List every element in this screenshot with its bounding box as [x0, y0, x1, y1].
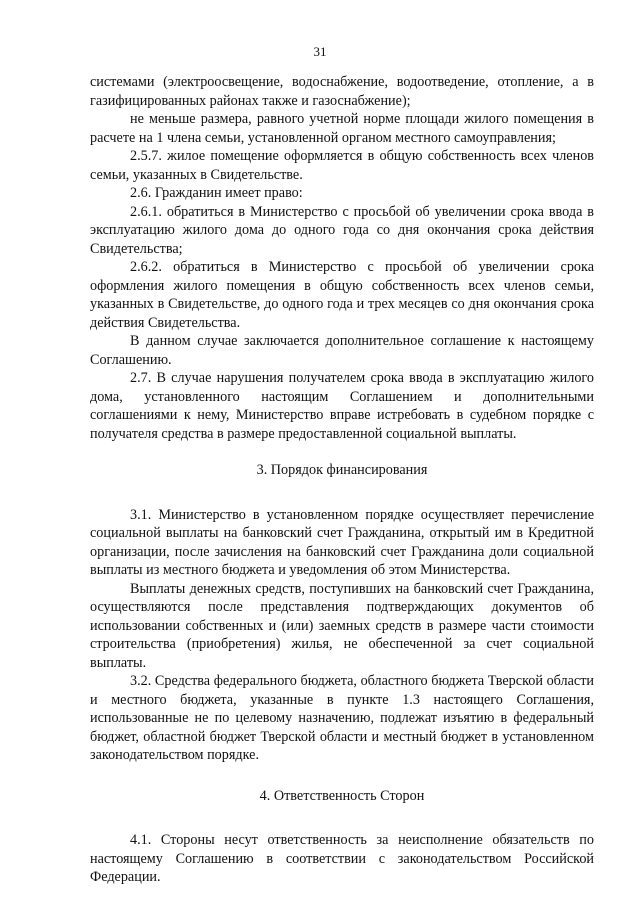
paragraph-2-7: 2.7. В случае нарушения получателем срока ввода в эксплуатацию жилого дома, установленного настоящим Соглашением и дополнительными соглашениями к нему, Министерство вправе истребовать в судебном порядке с получателя средства в размере предоставленной социальной выплаты.: [90, 370, 594, 442]
paragraph-2-6-2: 2.6.2. обратиться в Министерство с просьбой об увеличении срока оформления жилого помещения в общую собственность всех членов семьи, указанных в Свидетельстве, до одного года и трех месяцев со дня окончания срока действия Свидетельства.: [90, 259, 594, 331]
paragraph-area-norm: не меньше размера, равного учетной норме площади жилого помещения в расчете на 1 члена семьи, установленной органом местного самоуправления;: [90, 111, 594, 146]
paragraph-3-2: 3.2. Средства федерального бюджета, областного бюджета Тверской области и местного бюджета, указанные в пункте 1.3 настоящего Соглашения, использованные не по целевому назначению, подлежат изъятию в федеральный бюджет, областной бюджет Тверской области и местный бюджет в установленном законодательством порядке.: [90, 673, 594, 763]
paragraph-4-1: 4.1. Стороны несут ответственность за неисполнение обязательств по настоящему Соглашению в соответствии с законодательством Российской Федерации.: [90, 832, 594, 885]
paragraph-2-5-7: 2.5.7. жилое помещение оформляется в общую собственность всех членов семьи, указанных в Свидетельстве.: [90, 148, 594, 183]
section-4-heading: 4. Ответственность Сторон: [259, 787, 425, 804]
paragraph-2-6-1: 2.6.1. обратиться в Министерство с просьбой об увеличении срока ввода в эксплуатацию жилого дома до одного года со дня окончания срока действия Свидетельства;: [90, 203, 594, 257]
paragraph-additional-agreement: В данном случае заключается дополнительное соглашение к настоящему Соглашению.: [90, 333, 594, 368]
paragraph-3-1: 3.1. Министерство в установленном порядке осуществляет перечисление социальной выплаты на банковский счет Гражданина, открытый им в Кредитной организации, после зачисления на банковский счет Гражданина доли социальной выплаты из местного бюджета и уведомления об этом Министерства.: [90, 506, 594, 578]
paragraph-2-6: 2.6. Гражданин имеет право:: [130, 185, 303, 201]
paragraph-payments: Выплаты денежных средств, поступивших на банковский счет Гражданина, осуществляются после представления подтверждающих документов об использовании собственных и (или) заемных средств в размере части стоимости строительства (приобретения) жилья, не обеспеченной за счет социальной выплаты.: [90, 580, 594, 671]
document-body: [90, 73, 594, 887]
paragraph-continuation: системами (электроосвещение, водоснабжение, водоотведение, отопление, а в газифицированных районах также и газоснабжение);: [90, 74, 594, 109]
section-3-heading: 3. Порядок финансирования: [256, 462, 428, 478]
page-number: 31: [313, 44, 327, 59]
